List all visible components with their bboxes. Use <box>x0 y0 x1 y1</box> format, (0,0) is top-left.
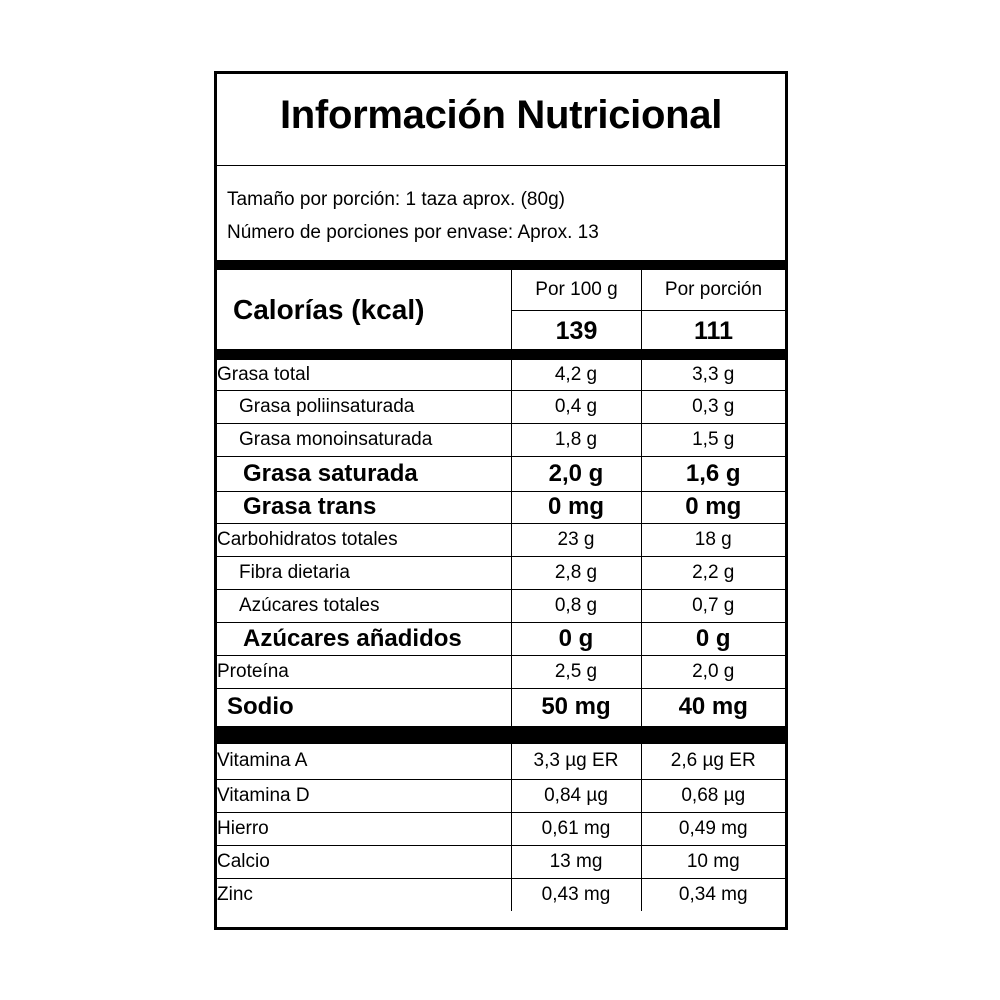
calories-section <box>217 270 785 350</box>
vitamin-per-100g: 0,61 mg <box>511 812 641 845</box>
nutrient-per-serving: 2,2 g <box>641 556 785 589</box>
nutrient-per-100g: 1,8 g <box>511 423 641 456</box>
vitamin-row <box>217 878 785 911</box>
vitamin-name: Calcio <box>217 845 511 878</box>
nutrient-name: Grasa total <box>217 360 511 390</box>
nutrient-name: Proteína <box>217 655 511 688</box>
nutrient-per-serving: 0 mg <box>641 491 785 523</box>
vitamin-row <box>217 812 785 845</box>
vitamin-per-100g: 13 mg <box>511 845 641 878</box>
nutrient-per-serving: 1,5 g <box>641 423 785 456</box>
calories-per-100g: 139 <box>555 317 598 345</box>
vitamin-per-100g: 3,3 µg ER <box>511 744 641 779</box>
serving-info <box>217 166 785 260</box>
nutrient-per-100g: 0,4 g <box>511 390 641 423</box>
thick-divider <box>217 260 785 270</box>
calories-per-serving: 111 <box>694 317 733 345</box>
vitamin-per-100g: 0,43 mg <box>511 878 641 911</box>
nutrient-per-100g: 2,8 g <box>511 556 641 589</box>
vitamin-row <box>217 744 785 779</box>
vitamin-per-serving: 2,6 µg ER <box>641 744 785 779</box>
nutrient-row <box>217 360 785 390</box>
column-header-per-100g: Por 100 g <box>535 279 618 300</box>
vitamin-name: Vitamina A <box>217 744 511 779</box>
serving-size: Tamaño por porción: 1 taza aprox. (80g) <box>227 189 565 210</box>
nutrient-per-100g: 2,0 g <box>511 456 641 491</box>
nutrient-row <box>217 556 785 589</box>
vitamin-per-serving: 0,68 µg <box>641 779 785 812</box>
vitamins-table <box>217 744 785 911</box>
nutrient-name: Grasa trans <box>217 491 511 523</box>
nutrient-per-100g: 4,2 g <box>511 360 641 390</box>
calories-label: Calorías (kcal) <box>233 294 425 325</box>
vitamin-name: Zinc <box>217 883 253 905</box>
nutrient-row <box>217 589 785 622</box>
nutrient-name: Grasa saturada <box>217 456 511 491</box>
nutrient-name: Sodio <box>227 693 294 721</box>
nutrient-per-serving: 3,3 g <box>641 360 785 390</box>
nutrient-row <box>217 491 785 523</box>
servings-per-container: Número de porciones por envase: Aprox. 13 <box>227 222 599 243</box>
nutrient-per-serving: 40 mg <box>641 688 785 726</box>
nutrient-row <box>217 622 785 655</box>
nutrient-name: Fibra dietaria <box>217 556 511 589</box>
thick-divider <box>217 350 785 360</box>
nutrient-per-100g: 23 g <box>511 523 641 556</box>
nutrient-per-serving: 2,0 g <box>641 655 785 688</box>
vitamin-name: Vitamina D <box>217 779 511 812</box>
vitamin-row <box>217 845 785 878</box>
vitamin-per-serving: 10 mg <box>641 845 785 878</box>
nutrient-per-serving: 0 g <box>641 622 785 655</box>
nutrient-name: Grasa monoinsaturada <box>217 423 511 456</box>
nutrient-per-100g: 50 mg <box>511 688 641 726</box>
nutrient-per-serving: 0,7 g <box>641 589 785 622</box>
thick-divider <box>217 726 785 744</box>
nutrient-per-serving: 0,3 g <box>641 390 785 423</box>
nutrient-row <box>217 523 785 556</box>
nutrient-row <box>217 456 785 491</box>
title-row <box>217 74 785 166</box>
nutrient-name: Azúcares totales <box>217 589 511 622</box>
nutrient-per-serving: 18 g <box>641 523 785 556</box>
vitamin-per-serving: 0,34 mg <box>641 878 785 911</box>
nutrient-name: Azúcares añadidos <box>217 622 511 655</box>
nutrient-row <box>217 423 785 456</box>
vitamin-row <box>217 779 785 812</box>
vitamin-per-100g: 0,84 µg <box>511 779 641 812</box>
calories-header-divider <box>511 310 785 311</box>
nutrition-facts-panel <box>214 71 788 930</box>
nutrients-table <box>217 360 785 726</box>
nutrient-row <box>217 655 785 688</box>
nutrient-per-100g: 0,8 g <box>511 589 641 622</box>
nutrient-row <box>217 390 785 423</box>
vitamin-per-serving: 0,49 mg <box>641 812 785 845</box>
column-header-per-serving: Por porción <box>664 279 763 300</box>
nutrient-name: Grasa poliinsaturada <box>217 390 511 423</box>
nutrient-row <box>217 688 785 726</box>
nutrient-per-serving: 1,6 g <box>641 456 785 491</box>
vitamin-name: Hierro <box>217 812 511 845</box>
panel-title: Información Nutricional <box>279 93 723 137</box>
nutrient-per-100g: 0 mg <box>511 491 641 523</box>
nutrient-per-100g: 2,5 g <box>511 655 641 688</box>
nutrient-name: Carbohidratos totales <box>217 523 511 556</box>
nutrient-per-100g: 0 g <box>511 622 641 655</box>
